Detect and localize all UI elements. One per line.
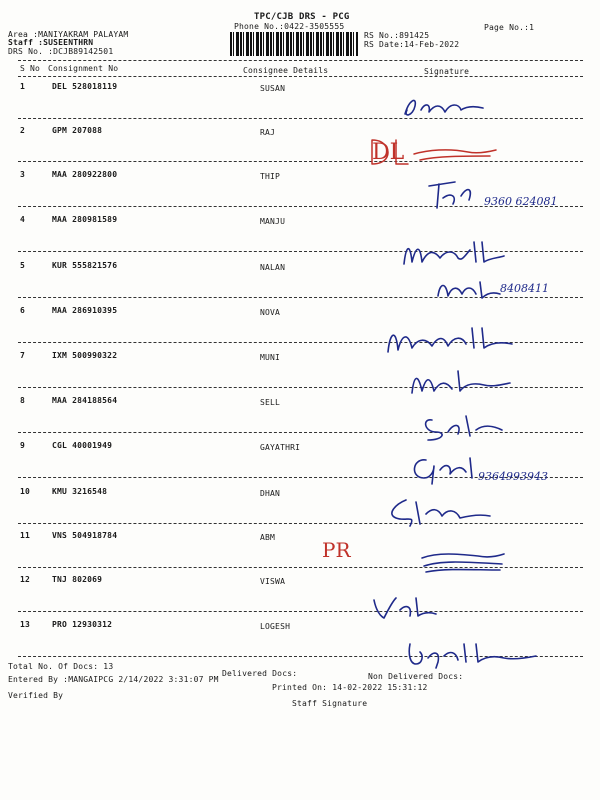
total-docs: Total No. Of Docs: 13 [8,662,114,671]
verified-by: Verified By [8,691,64,700]
consignment-number: TNJ 802069 [52,575,103,584]
row-divider [18,611,583,612]
consignee-name: NALAN [260,263,286,272]
handwritten-phone: 9360 624081 [484,195,558,208]
row-sno: 10 [20,487,31,496]
row-sno: 7 [20,351,26,360]
staff-signature: Staff Signature [292,699,368,708]
printed-on: Printed On: 14-02-2022 15:31:12 [272,683,428,692]
signature-scribble [382,322,532,358]
signature-scribble [395,92,505,122]
row-sno: 2 [20,126,26,135]
col-header-consignment: Consignment No [48,64,119,73]
barcode-image [230,32,358,56]
consignment-number: CGL 40001949 [52,441,113,450]
consignee-name: ABM [260,533,276,542]
consignee-name: THIP [260,172,281,181]
row-sno: 1 [20,82,26,91]
area-label: Area :MANIYAKRAM PALAYAM [8,30,129,39]
row-sno: 4 [20,215,26,224]
consignee-name: RAJ [260,128,276,137]
handwritten-mark: PR [322,538,351,562]
col-header-sno: S No [20,64,41,73]
signature-scribble [400,236,520,272]
consignee-name: MUNI [260,353,281,362]
handwritten-mark: DL [372,140,405,165]
consignment-number: MAA 284188564 [52,396,118,405]
sheet-title: TPC/CJB DRS - PCG [254,12,350,22]
row-sno: 13 [20,620,31,629]
consignment-number: DEL 528018119 [52,82,118,91]
signature-scribble [418,410,518,444]
row-sno: 3 [20,170,26,179]
signature-scribble [406,365,516,399]
row-sno: 8 [20,396,26,405]
row-divider [18,523,583,524]
consignee-name: VISWA [260,577,286,586]
consignee-name: MANJU [260,217,286,226]
rs-date: RS Date:14-Feb-2022 [364,40,460,49]
row-sno: 9 [20,441,26,450]
handwritten-phone: 9364993943 [478,470,548,483]
signature-scribble [406,452,486,486]
consignee-name: DHAN [260,489,281,498]
consignment-number: MAA 280922800 [52,170,118,179]
consignment-number: MAA 280981589 [52,215,118,224]
consignment-number: KMU 3216548 [52,487,108,496]
signature-scribble [434,276,504,304]
drs-number: DRS No. :DCJB89142501 [8,47,114,56]
consignment-number: MAA 286910395 [52,306,118,315]
signature-scribble [425,178,485,212]
consignment-number: KUR 555821576 [52,261,118,270]
rs-number: RS No.:891425 [364,31,430,40]
handwritten-phone: 8408411 [500,282,549,295]
signature-scribble [376,494,496,534]
consignment-number: IXM 500990322 [52,351,118,360]
signature-scribble [370,592,440,622]
header-divider [18,60,583,61]
row-sno: 5 [20,261,26,270]
row-sno: 12 [20,575,31,584]
signature-scribble [402,638,542,670]
delivered-docs: Delivered Docs: [222,669,298,678]
consignee-name: SELL [260,398,281,407]
staff-label: Staff :SUSEENTHRN [8,38,94,47]
consignee-name: SUSAN [260,84,286,93]
non-delivered-docs: Non Delivered Docs: [368,672,464,681]
row-sno: 11 [20,531,31,540]
signature-scribble [418,546,508,576]
consignee-name: NOVA [260,308,281,317]
row-sno: 6 [20,306,26,315]
col-header-consignee: Consignee Details [243,66,329,75]
consignment-number: VNS 504918784 [52,531,118,540]
col-header-signature: Signature [424,67,470,76]
consignee-name: GAYATHRI [260,443,301,452]
consignment-number: GPM 207088 [52,126,103,135]
header-divider [18,76,583,77]
consignee-name: LOGESH [260,622,291,631]
entered-by: Entered By :MANGAIPCG 2/14/2022 3:31:07 PM [8,675,219,684]
phone-number: Phone No.:0422-3505555 [234,22,345,31]
consignment-number: PRO 12930312 [52,620,113,629]
page-number: Page No.:1 [484,23,535,32]
